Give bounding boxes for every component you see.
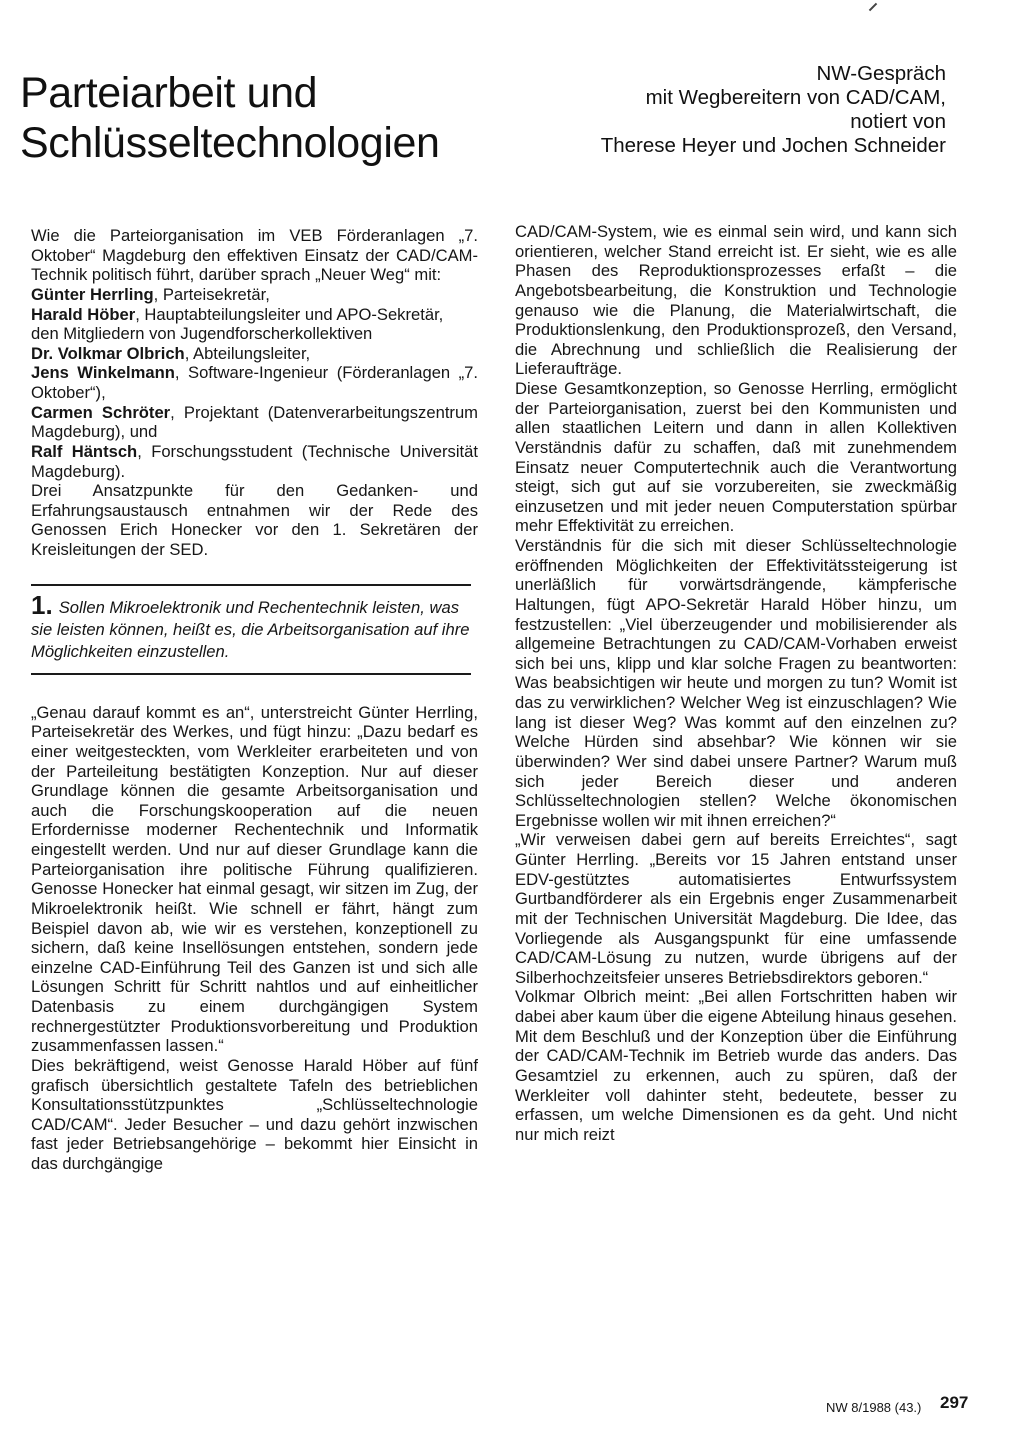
member-name: Carmen Schröter <box>31 402 171 422</box>
participant-name: Harald Höber <box>31 304 136 324</box>
article-subtitle <box>486 62 946 158</box>
member-name: Dr. Volkmar Olbrich <box>31 343 185 363</box>
title-line-2: Schlüsseltechnologien <box>20 119 440 167</box>
callout <box>31 589 471 663</box>
member <box>31 442 478 481</box>
body-paragraph: Verständnis für die sich mit dieser Schlüsseltechnologie eröffnenden Möglichkeiten der Effektivitätssteigerung ist unerläßlich für vorwärtsdrängende, kämpferische Haltungen, fügt APO-Sekretär Harald Höber hinzu, um festzustellen: „Viel überzeugender und mobilisierender als allgemeine Betrachtungen zu CAD/CAM-Vorhaben erweist sich bei uns, klipp und klar solche Fragen zu beantworten: Was beabsichtigen wir heute und morgen zu tun? Womit ist das zu verwirklichen? Welcher Weg ist einzuschlagen? Wie lang ist dieser Weg? Was kommt auf den einzelnen zu? Welche Hürden sind absehbar? Wie können wir sie überwinden? Wer sind dabei unsere Partner? Warum muß sich jeder Bereich dieser und anderen Schlüsseltechnologien stellen? Welche ökonomischen Ergebnisse wollen wir mit ihnen erreichen?“ <box>515 536 957 830</box>
member-role: , Forschungsstudent (Technische Universität Magdeburg). <box>31 441 478 481</box>
member <box>31 403 478 442</box>
intro-closing: Drei Ansatzpunkte für den Gedanken- und Erfahrungsaustausch entnahmen wir der Rede des Genossen Erich Honecker vor den 1. Sekretären der Kreisleitungen der SED. <box>31 481 478 559</box>
member-name: Jens Winkelmann <box>31 363 175 383</box>
article-title <box>20 68 500 168</box>
member-role: , Software-Ingenieur (Förderanlagen „7. Oktober“), <box>31 363 478 402</box>
member <box>31 344 478 364</box>
page-number: 297 <box>940 1393 969 1412</box>
body-paragraph: Diese Gesamtkonzeption, so Genosse Herrling, ermöglicht der Parteiorganisation, zuerst bei den Kommunisten und allen staatlichen Leitern und dann in allen Kollektiven Verständnis dafür zu schaffen, daß mit zunehmendem Einsatz neuer Computertechnik auch die Verantwortung steigt, sich gut auf sie vorzubereiten, sie zweckmäßig einzusetzen und mit jeder neuen Computerstation spürbar mehr Effektivität zu erreichen. <box>515 379 957 536</box>
member-role: , Abteilungsleiter, <box>184 343 311 363</box>
body-paragraph: „Genau darauf kommt es an“, unterstreicht Günter Herrling, Parteisekretär des Werkes, und fügt hinzu: „Dazu bedarf es einer weitgesteckten, vom Werkleiter erarbeiteten und von der Parteileitung bestätigten Konzeption. Nur auf dieser Grundlage können die gesamte Arbeitsorganisation und auch die Forschungskooperation auf die neuen Erfordernisse moderner Rechentechnik und Informatik eingestellt werden. Und nur auf dieser Grundlage kann die Parteiorganisation ihre politische Führung qualifizieren. Genosse Honecker hat einmal gesagt, wir sitzen im Zug, der Mikroelektronik heißt. Wie schnell er fährt, hängt zum Beispiel davon ab, wie wir es verstehen, konzeptionell zu sichern, daß keine Insellösungen entstehen, sondern jede einzelne CAD-Einführung Teil des Ganzen ist und sich alle Lösungen Schritt für Schritt nahtlos und auf einheitlicher Datenbasis zu einem durchgängigen System rechnergestützter Produktionsvorbereitung und Produktion zusammenfassen lassen.“ <box>31 702 478 1056</box>
subtitle-line-4: Therese Heyer und Jochen Schneider <box>600 134 946 157</box>
member-role: , Projektant (Datenverarbeitungszentrum Magdeburg), und <box>31 402 478 442</box>
subtitle-line-3: notiert von <box>850 110 946 133</box>
issue-reference: NW 8/1988 (43.) <box>826 1400 922 1415</box>
callout-text: Sollen Mikroelektronik und Rechentechnik leisten, was sie leisten können, heißt es, die Arbeitsorganisation auf ihre Möglichkeiten einzustellen. <box>31 597 470 661</box>
callout-rule-top <box>31 584 471 586</box>
right-column <box>515 222 957 1144</box>
body-paragraph: Volkmar Olbrich meint: „Bei allen Fortschritten haben wir dabei aber kaum über die eigene Abteilung hinaus gesehen. Mit dem Beschluß und der Konzeption über die Einführung der CAD/CAM-Technik im Betrieb wurde das anders. Das Gesamtziel zu erkennen, auch zu spüren, daß der Werkleiter voll dahinter steht, bedeutete, besser zu erfassen, um welche Dimensionen es da geht. Und nicht nur mich reizt <box>515 987 957 1144</box>
intro-opening: Wie die Parteiorganisation im VEB Förderanlagen „7. Oktober“ Magdeburg den effektiven Einsatz der CAD/CAM-Technik politisch führt, darüber sprach „Neuer Weg“ mit: <box>31 226 478 285</box>
body-paragraph: „Wir verweisen dabei gern auf bereits Erreichtes“, sagt Günter Herrling. „Bereits vor 15 Jahren entstand unser EDV-gestütztes automatisiertes Entwurfssystem Gurtbandförderer als ein Ergebnis enger Zusammenarbeit mit der Technischen Universität Magdeburg. Die Idee, das Vorliegende als Ausgangspunkt für eine umfassende CAD/CAM-Lösung zu nutzen, wurde übrigens auf der Silberhochzeitsfeier unseres Betriebsdirektors geboren.“ <box>515 830 957 987</box>
subtitle-line-2: mit Wegbereitern von CAD/CAM, <box>645 86 946 109</box>
participant-name: Günter Herrling <box>31 284 154 304</box>
members-intro: den Mitgliedern von Jugendforscherkollektiven <box>31 324 373 344</box>
body-paragraph: CAD/CAM-System, wie es einmal sein wird, und kann sich orientieren, welcher Stand erreicht ist. Er sieht, wie es alle Phasen des Reproduktionsprozesses erfaßt – die Angebotsbearbeitung, die Konstruktion und Technologie genauso wie die Planung, die Materialwirtschaft, die Produktionslenkung, den Produktionsprozeß, den Versand, die Abrechnung und schließlich die Realisierung der Lieferaufträge. <box>515 222 957 379</box>
participant <box>31 285 478 305</box>
participant-role: , Parteisekretär, <box>153 284 270 304</box>
participant-role: , Hauptabteilungsleiter und APO-Sekretär, <box>135 304 444 324</box>
body-paragraph: Dies bekräftigend, weist Genosse Harald Höber auf fünf grafisch übersichtlich gestaltete Tafeln des betrieblichen Konsultationsstützpunktes „Schlüsseltechnologie CAD/CAM“. Jeder Besucher – und dazu gehört inzwischen fast jeder Betriebsangehörige – bekommt hier Einsicht in das durchgängige <box>31 1055 478 1173</box>
subtitle-line-1: NW-Gespräch <box>816 62 946 85</box>
callout-number: 1. <box>31 589 53 620</box>
member <box>31 363 478 402</box>
scan-mark <box>869 3 877 11</box>
title-line-1: Parteiarbeit und <box>20 69 318 117</box>
member-name: Ralf Häntsch <box>31 441 138 461</box>
participant <box>31 305 478 325</box>
left-column <box>31 226 478 1174</box>
